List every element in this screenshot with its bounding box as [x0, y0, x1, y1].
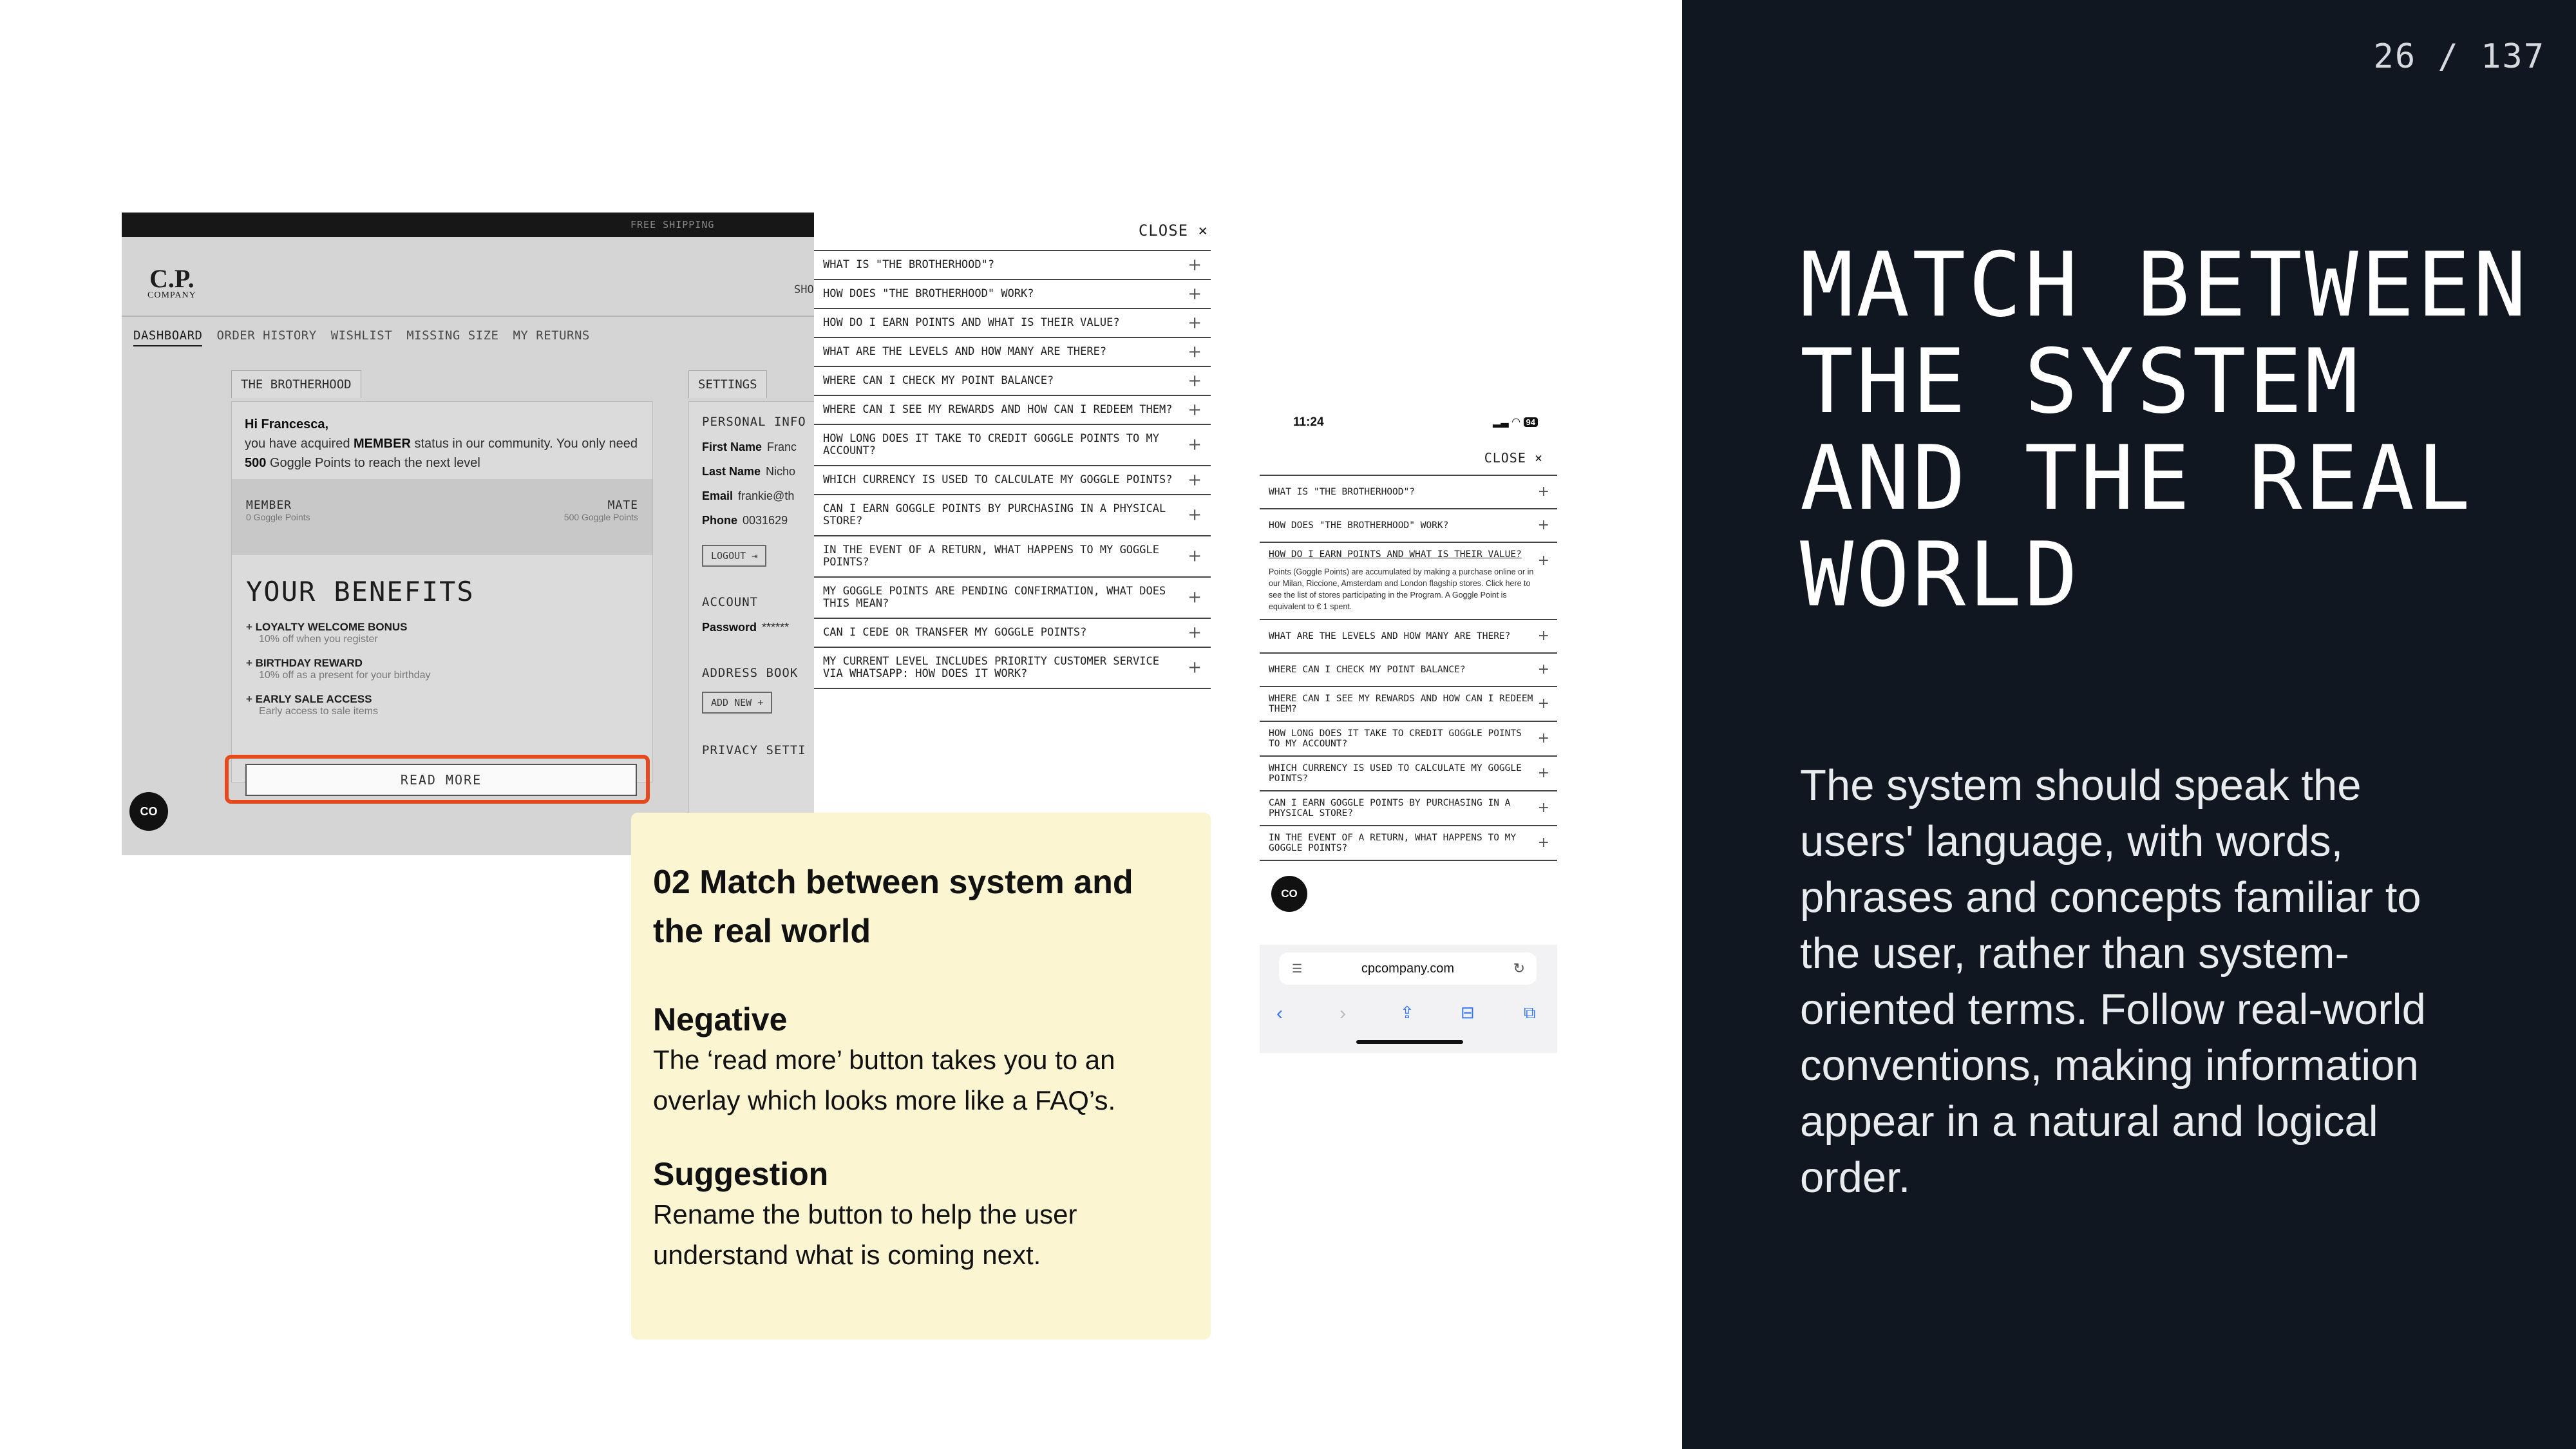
negative-heading: Negative	[653, 1001, 788, 1037]
plus-icon: +	[1188, 255, 1202, 274]
address-book-heading: ADDRESS BOOK	[702, 666, 799, 680]
close-button[interactable]	[1484, 450, 1543, 466]
faq-item[interactable]	[1260, 826, 1557, 861]
suggestion-text: Rename the button to help the user understand what is coming next.	[653, 1199, 1077, 1270]
faq-question: WHERE CAN I SEE MY REWARDS AND HOW CAN I REDEEM THEM?	[823, 403, 1173, 416]
first-name-label: First Name	[702, 440, 762, 453]
faq-question: WHERE CAN I CHECK MY POINT BALANCE?	[823, 374, 1054, 387]
slide-title: MATCH BETWEEN THE SYSTEM AND THE REAL WORLD	[1800, 233, 2530, 627]
faq-item[interactable]	[814, 396, 1211, 425]
faq-question: MY GOGGLE POINTS ARE PENDING CONFIRMATION, WHAT DOES THIS MEAN?	[823, 585, 1166, 610]
plus-icon: +	[1537, 696, 1549, 712]
password-label: Password	[702, 621, 757, 634]
plus-icon: +	[1188, 658, 1202, 677]
faq-answer: Points (Goggle Points) are accumulated by making a purchase online or in our Milan, Riccione, Amsterdam and London flagship stores. Click here to see the list of stores participating in the Program. A Goggle Point is equivalent to € 1 spent.	[1269, 567, 1534, 611]
level-progress	[232, 479, 652, 555]
personal-info-heading: PERSONAL INFO	[702, 415, 806, 429]
plus-icon: +	[1188, 470, 1202, 489]
plus-icon: +	[1188, 505, 1202, 525]
password-row	[702, 621, 789, 634]
faq-question: WHERE CAN I CHECK MY POINT BALANCE?	[1269, 665, 1466, 675]
account-nav	[133, 328, 604, 343]
faq-question: IN THE EVENT OF A RETURN, WHAT HAPPENS TO MY GOGGLE POINTS?	[1269, 833, 1517, 853]
nav-order-history[interactable]: ORDER HISTORY	[216, 328, 317, 343]
faq-question: HOW DOES "THE BROTHERHOOD" WORK?	[823, 287, 1034, 300]
nav-dashboard[interactable]: DASHBOARD	[133, 328, 202, 346]
logout-icon: ⇥	[752, 550, 758, 562]
level-member	[246, 498, 310, 522]
header-divider	[122, 316, 814, 317]
faq-question: MY CURRENT LEVEL INCLUDES PRIORITY CUSTOMER SERVICE VIA WHATSAPP: HOW DOES IT WORK?	[823, 655, 1159, 680]
suggestion-heading: Suggestion	[653, 1156, 829, 1192]
chat-icon[interactable]: CO	[129, 792, 168, 831]
note-title: 02 Match between system and the real world	[653, 864, 1133, 950]
faq-question: WHAT ARE THE LEVELS AND HOW MANY ARE THERE?	[823, 345, 1107, 358]
faq-list	[814, 250, 1211, 689]
faq-item[interactable]	[814, 309, 1211, 338]
faq-question: HOW DO I EARN POINTS AND WHAT IS THEIR VALUE?	[823, 316, 1120, 329]
level-name: MATE	[607, 498, 638, 512]
last-name-row	[702, 465, 795, 478]
last-name-value: Nicho	[766, 465, 796, 478]
faq-list-mobile	[1260, 475, 1557, 861]
plus-icon: +	[1188, 313, 1202, 332]
faq-item[interactable]	[814, 367, 1211, 396]
faq-question: CAN I EARN GOGGLE POINTS BY PURCHASING IN A PHYSICAL STORE?	[1269, 798, 1511, 819]
logo-mark: C.P.	[149, 264, 194, 293]
read-more-button[interactable]: READ MORE	[245, 764, 637, 796]
faq-question: HOW DO I EARN POINTS AND WHAT IS THEIR VALUE?	[1269, 549, 1522, 560]
brand-logo[interactable]	[147, 264, 196, 301]
close-label: CLOSE	[1138, 222, 1189, 240]
plus-icon: +	[1188, 284, 1202, 303]
benefits-list	[246, 621, 632, 729]
benefit-title: + LOYALTY WELCOME BONUS	[246, 621, 632, 634]
faq-item[interactable]	[1260, 476, 1557, 509]
address-bar[interactable]	[1279, 952, 1537, 985]
heuristic-note	[631, 813, 1211, 1340]
first-name-row	[702, 440, 797, 454]
nav-my-returns[interactable]: MY RETURNS	[513, 328, 590, 343]
plus-icon: +	[1537, 628, 1549, 644]
status-text-pre: you have acquired	[245, 437, 354, 451]
logout-label: LOGOUT	[711, 550, 746, 562]
add-new-label: ADD NEW	[711, 697, 752, 708]
plus-icon: +	[1537, 765, 1549, 781]
faq-question: WHAT ARE THE LEVELS AND HOW MANY ARE THERE?	[1269, 631, 1511, 641]
header-link-cut[interactable]: SHO	[794, 283, 814, 296]
desktop-screenshot	[122, 213, 814, 855]
faq-item[interactable]	[1260, 687, 1557, 722]
faq-item[interactable]	[814, 251, 1211, 280]
close-icon: ×	[1534, 450, 1543, 466]
email-label: Email	[702, 489, 734, 502]
faq-question: WHERE CAN I SEE MY REWARDS AND HOW CAN I REDEEM THEM?	[1269, 694, 1533, 714]
plus-icon: +	[1188, 371, 1202, 390]
page-settings-icon[interactable]: ☰	[1292, 962, 1303, 975]
plus-icon: +	[1188, 342, 1202, 361]
faq-item[interactable]	[1260, 654, 1557, 687]
status-level: MEMBER	[354, 437, 411, 451]
plus-icon: +	[1537, 661, 1549, 677]
faq-item[interactable]	[814, 536, 1211, 578]
benefit-title: + BIRTHDAY REWARD	[246, 657, 632, 670]
plus-icon: +	[1537, 800, 1549, 816]
faq-item[interactable]	[814, 466, 1211, 495]
level-name: MEMBER	[246, 498, 292, 512]
forward-icon[interactable]: ›	[1340, 1003, 1346, 1024]
slide-text-panel	[1682, 0, 2576, 1449]
benefit-desc: 10% off when you register	[259, 634, 378, 645]
settings-card	[688, 401, 814, 853]
mobile-screenshot	[1260, 409, 1557, 1053]
share-icon[interactable]: ⇪	[1400, 1003, 1414, 1022]
faq-item[interactable]	[814, 495, 1211, 536]
nav-wishlist[interactable]: WISHLIST	[330, 328, 393, 343]
faq-question: WHAT IS "THE BROTHERHOOD"?	[823, 258, 995, 271]
status-time: 11:24	[1293, 415, 1324, 429]
status-icons	[1493, 415, 1538, 428]
level-points: 500 Goggle Points	[564, 512, 638, 522]
close-button[interactable]	[1139, 222, 1208, 240]
faq-item[interactable]	[814, 338, 1211, 367]
phone-value: 0031629	[743, 514, 788, 527]
brotherhood-card	[231, 401, 653, 782]
faq-item[interactable]	[1260, 722, 1557, 757]
faq-question: IN THE EVENT OF A RETURN, WHAT HAPPENS TO MY GOGGLE POINTS?	[823, 544, 1159, 569]
tabs-icon[interactable]: ⧉	[1524, 1003, 1536, 1022]
benefits-title: YOUR BENEFITS	[246, 576, 475, 607]
privacy-heading: PRIVACY SETTI	[702, 743, 806, 757]
url-text: cpcompany.com	[1361, 961, 1455, 976]
faq-question: CAN I EARN GOGGLE POINTS BY PURCHASING IN A PHYSICAL STORE?	[823, 502, 1166, 527]
chat-icon[interactable]: CO	[1271, 876, 1307, 912]
close-icon: ×	[1198, 222, 1208, 240]
plus-icon: +	[1537, 835, 1549, 851]
logo-wordmark: COMPANY	[147, 290, 196, 300]
greeting-name: Hi Francesca,	[245, 417, 329, 431]
add-address-button[interactable]	[702, 692, 772, 714]
plus-icon: +	[1188, 623, 1202, 642]
page-counter: 26 / 137	[2373, 37, 2545, 76]
slide-body: The system should speak the users' language, with words, phrases and concepts familiar to the user, rather than system-oriented terms. Follow real-world conventions, making information appear in a natural and logical order.	[1800, 761, 2426, 1202]
faq-item[interactable]	[814, 578, 1211, 619]
home-indicator	[1356, 1040, 1463, 1044]
faq-item[interactable]	[1260, 757, 1557, 791]
faq-question: WHICH CURRENCY IS USED TO CALCULATE MY GOGGLE POINTS?	[823, 473, 1173, 486]
faq-question: WHAT IS "THE BROTHERHOOD"?	[1269, 487, 1415, 497]
password-value: ******	[762, 621, 790, 634]
faq-question: CAN I CEDE OR TRANSFER MY GOGGLE POINTS?	[823, 626, 1087, 639]
first-name-value: Franc	[767, 440, 797, 453]
nav-missing-size[interactable]: MISSING SIZE	[406, 328, 499, 343]
logout-button[interactable]	[702, 545, 766, 567]
benefit-title: + EARLY SALE ACCESS	[246, 693, 632, 706]
benefit-desc: 10% off as a present for your birthday	[259, 670, 431, 681]
phone-row	[702, 514, 788, 527]
faq-overlay-desktop	[814, 213, 1211, 815]
email-row	[702, 489, 794, 503]
bookmarks-icon[interactable]: ⊟	[1461, 1003, 1475, 1022]
wifi-icon: ◠	[1511, 417, 1521, 428]
faq-item[interactable]	[814, 425, 1211, 466]
level-mate	[564, 498, 638, 522]
plus-icon: +	[1188, 400, 1202, 419]
settings-tab[interactable]: SETTINGS	[688, 370, 767, 398]
battery-icon: 94	[1524, 417, 1538, 427]
benefit-item	[246, 621, 632, 645]
email-value: frankie@th	[738, 489, 795, 502]
faq-item[interactable]	[814, 648, 1211, 689]
negative-text: The ‘read more’ button takes you to an overlay which looks more like a FAQ’s.	[653, 1045, 1116, 1115]
level-points: 0 Goggle Points	[246, 512, 310, 522]
browser-bar	[1260, 945, 1557, 1053]
close-label: CLOSE	[1484, 450, 1526, 466]
benefit-item	[246, 657, 632, 681]
announcement-text: FREE SHIPPING	[630, 219, 715, 231]
faq-question: HOW LONG DOES IT TAKE TO CREDIT GOGGLE POINTS TO MY ACCOUNT?	[823, 432, 1159, 457]
brotherhood-tab[interactable]: THE BROTHERHOOD	[231, 370, 361, 398]
signal-icon: ▂▃	[1493, 417, 1509, 428]
loyalty-greeting	[245, 415, 644, 473]
plus-icon: +	[757, 697, 764, 708]
status-text-post: Goggle Points to reach the next level	[266, 456, 480, 470]
faq-item[interactable]	[1260, 620, 1557, 654]
faq-item[interactable]	[814, 280, 1211, 309]
faq-question: HOW DOES "THE BROTHERHOOD" WORK?	[1269, 520, 1449, 531]
plus-icon: +	[1188, 435, 1202, 455]
plus-icon: +	[1188, 546, 1202, 566]
account-heading: ACCOUNT	[702, 595, 759, 609]
phone-label: Phone	[702, 514, 738, 527]
status-text-mid: status in our community. You only need	[410, 437, 638, 451]
browser-toolbar	[1260, 1003, 1557, 1028]
benefit-item	[246, 693, 632, 717]
benefit-desc: Early access to sale items	[259, 706, 378, 717]
faq-question: WHICH CURRENCY IS USED TO CALCULATE MY GOGGLE POINTS?	[1269, 763, 1522, 784]
plus-icon: +	[1537, 730, 1549, 746]
faq-question: HOW LONG DOES IT TAKE TO CREDIT GOGGLE POINTS TO MY ACCOUNT?	[1269, 728, 1522, 749]
faq-item-expanded[interactable]	[1260, 543, 1557, 620]
faq-item[interactable]	[1260, 509, 1557, 543]
faq-item[interactable]	[814, 619, 1211, 648]
plus-icon: +	[1537, 553, 1549, 569]
plus-icon: +	[1188, 587, 1202, 607]
faq-item[interactable]	[1260, 791, 1557, 826]
status-points: 500	[245, 456, 267, 470]
announcement-bar	[122, 213, 814, 237]
last-name-label: Last Name	[702, 465, 761, 478]
plus-icon: +	[1537, 484, 1549, 500]
reload-icon[interactable]: ↻	[1513, 960, 1525, 976]
plus-icon: +	[1537, 517, 1549, 533]
back-icon[interactable]: ‹	[1276, 1003, 1283, 1024]
